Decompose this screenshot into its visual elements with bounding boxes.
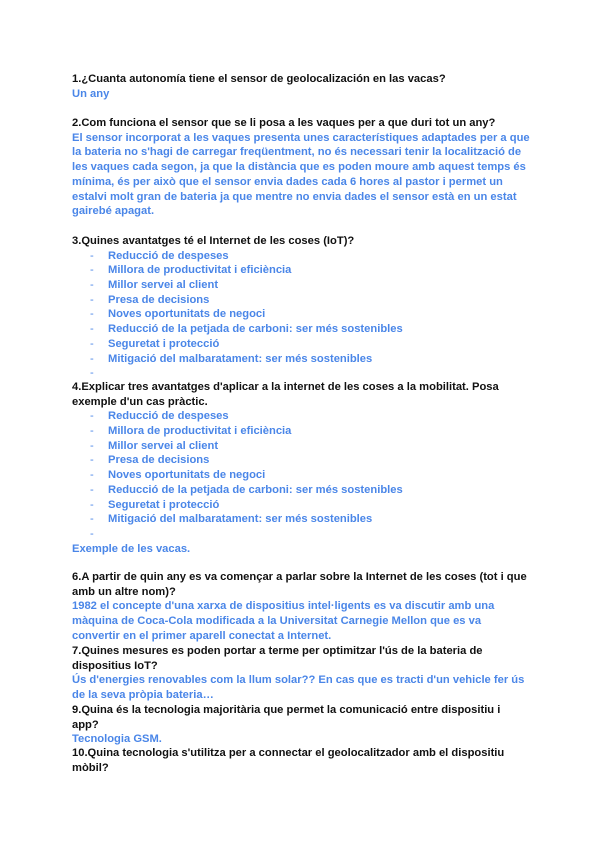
question-1: 1.¿Cuanta autonomía tiene el sensor de geolocalización en las vacas? [72, 73, 446, 85]
list-item: - Mitigació del malbaratament: ser més sostenibles [90, 513, 373, 526]
answer-9: Tecnologia GSM. [72, 733, 162, 746]
question-7-line: dispositius IoT? [72, 659, 158, 672]
answer-7-line: de la seva pròpia bateria… [72, 689, 214, 702]
advantages-list [72, 249, 532, 381]
question-6-block [72, 570, 532, 644]
question-9-line: 9.Quina és la tecnologia majoritària que permet la comunicació entre dispositiu i [72, 704, 501, 716]
list-item: - Noves oportunitats de negoci [90, 308, 266, 321]
list-item: - Millor servei al client [90, 279, 219, 292]
list-item: - Reducció de la petjada de carboni: ser més sostenibles [90, 483, 403, 496]
question-9-block [72, 703, 532, 747]
answer-1: Un any [72, 87, 110, 100]
example-text: Exemple de les vacas. [72, 542, 191, 555]
answer-2-line: gairebé apagat. [72, 205, 155, 218]
question-4-block [72, 380, 532, 556]
question-10-line: mòbil? [72, 761, 109, 774]
list-item: - Reducció de despeses [90, 249, 229, 262]
list-item: - [90, 527, 94, 540]
question-3-block [72, 234, 532, 381]
question-4-line: 4.Explicar tres avantatges d'aplicar a la internet de les coses a la mobilitat. Posa [72, 381, 499, 393]
answer-2-line: les vaques cada segon, ja que la distància que es poden moure amb aquest temps és [72, 161, 526, 174]
list-item: - Presa de decisions [90, 293, 210, 306]
list-item: - Millora de productivitat i eficiència [90, 264, 292, 277]
answer-2-line: la bateria no s'hagi de carregar freqüentment, no és necessari tenir la localització de [72, 146, 522, 159]
answer-6-line: 1982 el concepte d'una xarxa de dispositius intel·ligents es va discutir amb una [72, 600, 495, 613]
list-item: - [90, 367, 94, 380]
list-item: - Seguretat i protecció [90, 498, 220, 511]
answer-7-line: Ús d'energies renovables com la llum solar?? En cas que es tracti d'un vehicle fer ús [72, 674, 525, 687]
question-1-block [72, 72, 532, 101]
question-3: 3.Quines avantatges té el Internet de les coses (IoT)? [72, 235, 355, 247]
answer-6-line: màquina de Coca-Cola modificada a la Universitat Carnegie Mellon que es va [72, 615, 482, 628]
list-item: - Reducció de despeses [90, 410, 229, 423]
list-item: - Millora de productivitat i eficiència [90, 425, 292, 438]
list-item: - Noves oportunitats de negoci [90, 469, 266, 482]
answer-2-line: El sensor incorporat a les vaques presenta unes característiques adaptades per a que [72, 131, 530, 144]
answer-2-line: mínima, és per això que el sensor envia dades cada 6 hores al pastor i permet un [72, 175, 503, 188]
mobility-advantages-list [72, 409, 532, 541]
question-4-line: exemple d'un cas pràctic. [72, 395, 208, 408]
list-item: - Mitigació del malbaratament: ser més sostenibles [90, 352, 373, 365]
question-2: 2.Com funciona el sensor que se li posa a les vaques per a que duri tot un any? [72, 117, 496, 129]
list-item: - Millor servei al client [90, 439, 219, 452]
question-10-line: 10.Quina tecnologia s'utilitza per a connectar el geolocalitzador amb el dispositiu [72, 747, 505, 759]
question-2-block [72, 116, 532, 219]
question-10-block [72, 746, 532, 775]
question-6-line: 6.A partir de quin any es va començar a parlar sobre la Internet de les coses (tot i que [72, 571, 527, 583]
question-6-line: amb un altre nom)? [72, 585, 176, 598]
list-item: - Presa de decisions [90, 454, 210, 467]
list-item: - Reducció de la petjada de carboni: ser més sostenibles [90, 323, 403, 336]
question-7-line: 7.Quines mesures es poden portar a terme per optimitzar l'ús de la bateria de [72, 645, 483, 657]
question-7-block [72, 644, 532, 703]
answer-2-line: estalvi molt gran de bateria ja que mentre no envia dades el sensor està en un estat [72, 190, 517, 203]
question-9-line: app? [72, 718, 99, 731]
list-item: - Seguretat i protecció [90, 337, 220, 350]
answer-6-line: convertir en el primer aparell conectat a Internet. [72, 629, 332, 642]
